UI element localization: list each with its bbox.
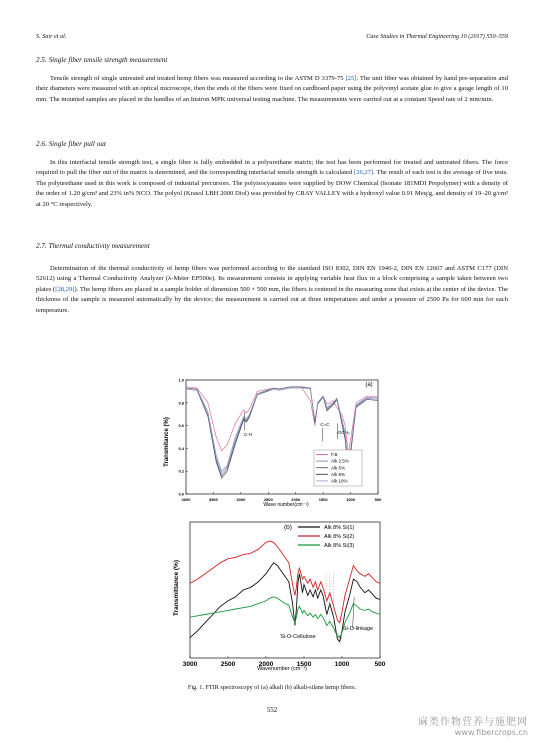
xlabel-a: Wave number(cm⁻¹) [263,502,309,508]
annotation-si-o-linkage: Si-O-linkage [342,626,374,632]
y-tick-label: 0.2 [178,468,184,474]
annotation-och3: -OCH₃ [336,430,350,435]
ylabel-b: Transmittance (%) [173,560,180,616]
y-tick-label: 0.4 [178,445,184,451]
panel-label-a: (a) [365,382,373,388]
annotation-arrow [353,597,355,628]
x-tick-label: 2500 [220,661,236,668]
annotation-cc: C=C [320,422,330,427]
legend-entry: Alk 5% [331,465,346,471]
watermark-line-2: www.fibercrops.cn [454,728,528,737]
section-heading-2-7: 2.7. Thermal conductivity measurement [36,242,150,250]
running-header-authors: S. Sair et al. [36,33,67,40]
citation[interactable]: [25] [345,75,357,82]
xlabel-b: Wavenumber (cm⁻¹) [257,666,307,672]
panel-label-b: (b) [284,524,292,531]
ylabel-a: Transmitance (%) [164,417,170,467]
x-tick-label: 2000 [291,497,301,502]
running-header-journal: Case Studies in Thermal Engineering 10 (2017) 550–559 [366,33,508,40]
annotation-si-o-cellulose: Si-O-Cellulose [280,634,316,640]
watermark [418,718,528,738]
x-tick-label: 500 [374,497,382,502]
series-line [186,387,378,451]
section-body-2-7: Determination of the thermal conductivity of hemp fibers was performed according to the standard ISO 8302, DIN EN 1946-2, DIN EN 12667 and ASTM C177 (DIN 52612) using a Thermal Conductivity Analyzer (λ-Meter EP500e). Its measurement consists in applying variable heat flux in a block comprising a sample taken between two plates ([28,29]). The hemp fibers are placed in a sample holder of dimension 500 × 500 mm, the fibers is centered in the measuring zone that exists at the center of the device. The thickness of the sample is measured automatically by the device; the measurement is carried out at three temperatures and under a pressure of 2500 Pa for 600 min for each temperature. [36,265,508,314]
x-tick-label: 1500 [318,497,328,502]
ftir-chart-alkali [160,372,386,512]
x-tick-label: 1500 [296,661,312,668]
y-tick-label: 1.0 [178,377,184,383]
section-body-2-6: In this interfacial tensile strength test, a single fiber is fully embedded in a polyurethane matrix; the test has been performed for treated and untreated fibers. The force required to pull the fiber out of the matrix is determined, and the corresponding interfacial tensile strength is calculated [26,27]. The result of each test is the average of five tests. The polyurethane used in this work is composed of industrial precursors. The polyisocyanates were supplied by DOW Chemical (Isonate 181MDI Prepolymer) with a density of the order of 1.20 g/cm³ and 23% in% NCO. The polyol (Krasol LBH 2000 Diol) was provided by CRAY VALLEY with a hydroxyl value 0.91 Meq/g, and density of 19–20 g/cm³ at 20 °C respectively. [36,159,508,208]
legend-entry: Alk 8% Si(1) [324,525,355,531]
y-tick-label: 0.6 [178,423,184,429]
figure-panel-b [170,518,386,683]
x-tick-label: 3500 [208,497,218,502]
figure-caption: Fig. 1. FTIR spectroscopy of (a) alkali (b) alkali-silane hemp fibers. [187,684,357,691]
ftir-chart-alkali-silane [170,518,386,678]
legend-entry: Alk 2.5% [331,458,349,464]
x-tick-label: 2000 [258,661,274,668]
x-tick-label: 3000 [236,497,246,502]
section-body-2-5: Tensile strength of single untreated and treated hemp fibers was measured according to the ASTM D 3379-75 [25]. The unit fiber was obtained by hand pre-separation and their diameters were measured with an optical microscope, then the ends of the fibers were fixed on cardboard paper using the polyvinyl acetate glue to give a gauge length of 10 mm. The mounted samples are placed in the handles of an Instron MPK universal testing machine. The measurements were carried out at a constant Speed rate of 2 mm/min. [36,75,508,103]
x-tick-label: 500 [374,661,386,668]
page-number: 552 [266,706,278,714]
x-tick-label: 1000 [346,497,356,502]
legend-entry: Alk 8% Si(2) [324,534,355,540]
y-tick-label: 0.8 [178,400,184,406]
x-tick-label: 3000 [182,661,198,668]
legend-entry: Alk 8% Si(3) [324,543,355,549]
legend-entry: Alk 8% [331,471,346,477]
x-tick-label: 4000 [181,497,191,502]
x-tick-label: 1000 [334,661,350,668]
annotation-ch: C-H [244,432,252,437]
watermark-line-1: 麻类作物营养与施肥网 [418,717,528,728]
y-tick-label: 0.0 [178,491,184,497]
x-tick-label: 2500 [263,497,273,502]
series-line [190,541,380,623]
legend-entry: Alk 10% [331,478,348,484]
legend-entry: F.B [331,452,338,458]
figure-panel-a [160,372,386,517]
section-heading-2-5: 2.5. Single fiber tensile strength measurement [36,56,168,64]
citation[interactable]: [28,29] [55,285,75,293]
citation[interactable]: [26,27] [354,169,374,177]
section-heading-2-6: 2.6. Single fiber pull out [36,140,106,148]
